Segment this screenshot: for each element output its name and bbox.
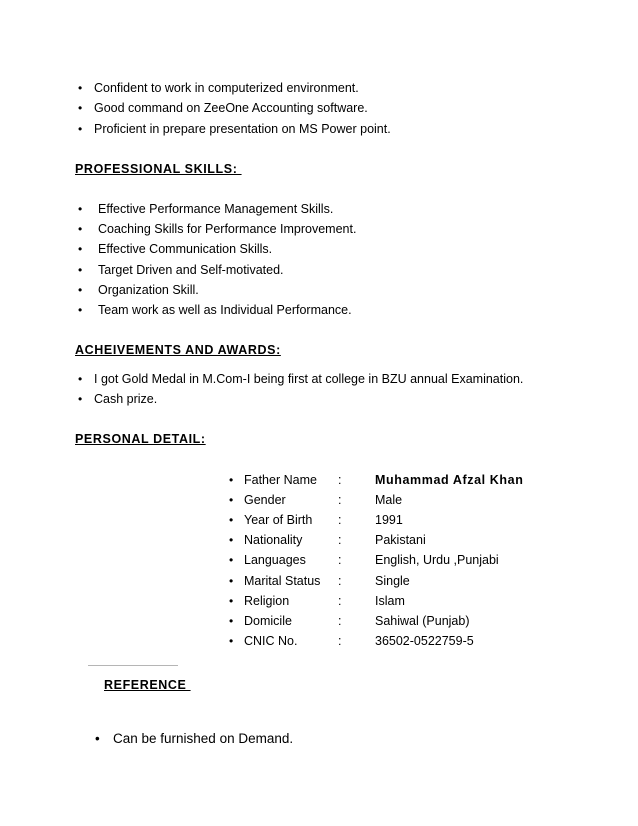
detail-colon: : [338, 594, 342, 608]
skill-item: Organization Skill. [98, 283, 199, 297]
bullet-icon: • [229, 574, 234, 588]
bullet-icon: • [229, 533, 234, 547]
skill-item: Target Driven and Self-motivated. [98, 263, 284, 277]
reference-item: Can be furnished on Demand. [113, 731, 294, 746]
detail-value-languages: English, Urdu ,Punjabi [375, 553, 499, 567]
bullet-icon: • [78, 263, 83, 277]
bullet-icon: • [78, 392, 83, 406]
bullet-icon: • [78, 372, 83, 386]
personal-detail-heading: PERSONAL DETAIL: [75, 432, 206, 446]
bullet-icon: • [78, 101, 83, 115]
detail-colon: : [338, 614, 342, 628]
achievement-item: Cash prize. [94, 392, 158, 406]
detail-label-domicile: Domicile [244, 614, 292, 628]
detail-label-father-name: Father Name [244, 473, 317, 487]
detail-value-cnic: 36502-0522759-5 [375, 634, 474, 648]
detail-value-year-of-birth: 1991 [375, 513, 403, 527]
detail-value-nationality: Pakistani [375, 533, 426, 547]
detail-colon: : [338, 553, 342, 567]
achievement-item: I got Gold Medal in M.Com-I being first at college in BZU annual Examination. [94, 372, 524, 386]
intro-bullet: Confident to work in computerized environment. [94, 81, 359, 95]
bullet-icon: • [229, 553, 234, 567]
detail-colon: : [338, 634, 342, 648]
bullet-icon: • [78, 122, 83, 136]
bullet-icon: • [78, 242, 83, 256]
bullet-icon: • [78, 202, 83, 216]
detail-label-nationality: Nationality [244, 533, 303, 547]
detail-colon: : [338, 493, 342, 507]
detail-colon: : [338, 473, 342, 487]
detail-colon: : [338, 574, 342, 588]
skill-item: Effective Communication Skills. [98, 242, 273, 256]
detail-label-year-of-birth: Year of Birth [244, 513, 313, 527]
bullet-icon: • [229, 493, 234, 507]
achievements-heading: ACHEIVEMENTS AND AWARDS: [75, 343, 281, 357]
detail-colon: : [338, 533, 342, 547]
detail-value-marital-status: Single [375, 574, 410, 588]
detail-value-religion: Islam [375, 594, 405, 608]
skill-item: Team work as well as Individual Performance. [98, 303, 352, 317]
detail-colon: : [338, 513, 342, 527]
detail-value-domicile: Sahiwal (Punjab) [375, 614, 470, 628]
bullet-icon: • [229, 594, 234, 608]
detail-label-languages: Languages [244, 553, 306, 567]
bullet-icon: • [78, 303, 83, 317]
detail-label-marital-status: Marital Status [244, 574, 321, 588]
detail-value-father-name: Muhammad Afzal Khan [375, 473, 524, 487]
detail-label-cnic: CNIC No. [244, 634, 298, 648]
bullet-icon: • [229, 513, 234, 527]
bullet-icon: • [78, 222, 83, 236]
professional-skills-heading: PROFESSIONAL SKILLS: [75, 162, 242, 176]
detail-value-gender: Male [375, 493, 403, 507]
bullet-icon: • [95, 731, 100, 746]
bullet-icon: • [78, 81, 83, 95]
bullet-icon: • [229, 614, 234, 628]
bullet-icon: • [229, 634, 234, 648]
intro-bullet: Good command on ZeeOne Accounting software. [94, 101, 368, 115]
divider [88, 665, 178, 666]
skill-item: Effective Performance Management Skills. [98, 202, 334, 216]
reference-heading: REFERENCE [104, 678, 191, 692]
bullet-icon: • [78, 283, 83, 297]
skill-item: Coaching Skills for Performance Improvement. [98, 222, 357, 236]
detail-label-religion: Religion [244, 594, 290, 608]
bullet-icon: • [229, 473, 234, 487]
detail-label-gender: Gender [244, 493, 286, 507]
intro-bullet: Proficient in prepare presentation on MS Power point. [94, 122, 391, 136]
